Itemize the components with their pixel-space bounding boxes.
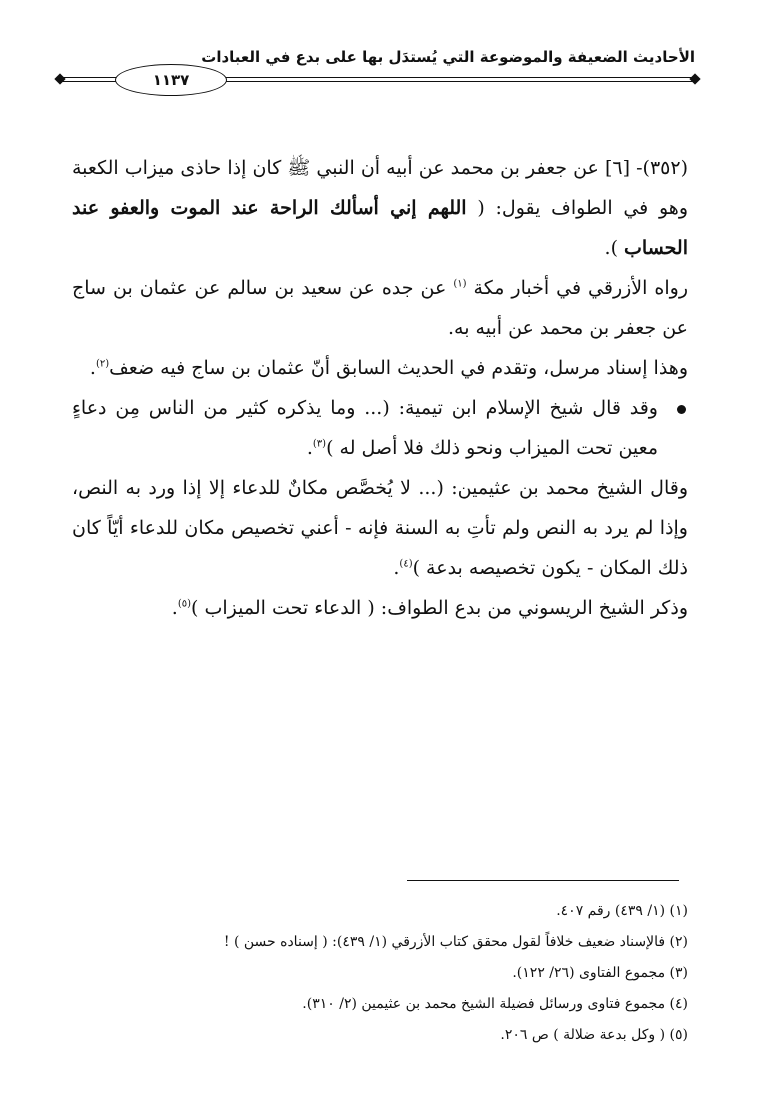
page-number [115,64,227,96]
footnote-ref[interactable]: (١) [453,278,467,290]
source-text-cont: عن جده عن سعيد بن سالم عن عثمان بن ساج عن جعفر بن محمد عن أبيه به. [72,277,688,339]
footnote-ref[interactable]: (٤) [399,558,413,570]
footnote-separator [407,880,679,881]
footnote-ref[interactable]: (٣) [312,438,327,450]
hadith-intro: (٣٥٢)- [٦] عن جعفر بن محمد عن أبيه أن النبي ﷺ كان إذا حاذى ميزاب الكعبة وهو في الطواف يقول: ( [72,157,689,219]
source-paragraph [72,268,688,348]
footnote-ref[interactable]: (٥) [177,598,192,610]
grading-paragraph [72,348,688,388]
quote-end: . [306,437,313,459]
quote-text: وقد قال شيخ الإسلام ابن تيمية: (... وما يذكره كثير من الناس مِن دعاءٍ معين تحت الميزاب ونحو ذلك فلا أصل له ) [72,397,658,459]
ibn-taymiyya-paragraph [72,388,688,468]
diamond-ornament-icon [54,73,65,84]
footnote-2: (٢) فالإسناد ضعيف خلافاً لقول محقق كتاب الأزرقي (١/ ٤٣٩): ( إسناده حسن ) ! [223,934,688,950]
quote-end: . [171,597,178,619]
ibn-uthaymin-paragraph [72,468,688,588]
quote-end: . [393,557,400,579]
grading-text: وهذا إسناد مرسل، وتقدم في الحديث السابق أنّ عثمان بن ساج فيه ضعف [109,357,688,379]
main-text [72,148,688,628]
footnotes [60,896,688,1051]
quote-text: وقال الشيخ محمد بن عثيمين: (... لا يُخصَّص مكانٌ للدعاء إلا إذا ورد به النص، وإذا لم يرد به النص ولم تأتِ به السنة فإنه - أعني تخصيص مكان للدعاء أيّاً كان ذلك المكان - يكون تخصيصه بدعة ) [72,477,688,579]
hadith-close: ). [604,237,618,259]
page-number-text: ١١٣٧ [152,71,190,89]
quote-text: وذكر الشيخ الريسوني من بدع الطواف: ( الدعاء تحت الميزاب ) [191,597,688,619]
hadith-paragraph [72,148,688,268]
footnote-3: (٣) مجموع الفتاوى (٢٦/ ١٢٢). [512,965,688,981]
grading-end: . [89,357,96,379]
footnote-1: (١) (١/ ٤٣٩) رقم ٤٠٧. [556,903,688,919]
header-title: الأحاديث الضعيفة والموضوعة التي يُستدَل بها على بدع في العبادات [201,48,695,66]
hadith-text: اللهم إني أسألك الراحة عند الموت والعفو عند الحساب [72,197,688,259]
footnote-ref[interactable]: (٢) [95,358,110,370]
diamond-ornament-icon [689,73,700,84]
running-header [60,48,695,98]
source-text: رواه الأزرقي في أخبار مكة [473,277,689,299]
raysuni-paragraph [72,588,688,628]
footnote-4: (٤) مجموع فتاوى ورسائل فضيلة الشيخ محمد بن عثيمين (٢/ ٣١٠). [302,996,688,1012]
footnote-5: (٥) ( وكل بدعة ضلالة ) ص ٢٠٦. [500,1027,688,1043]
bullet-icon [677,405,686,414]
